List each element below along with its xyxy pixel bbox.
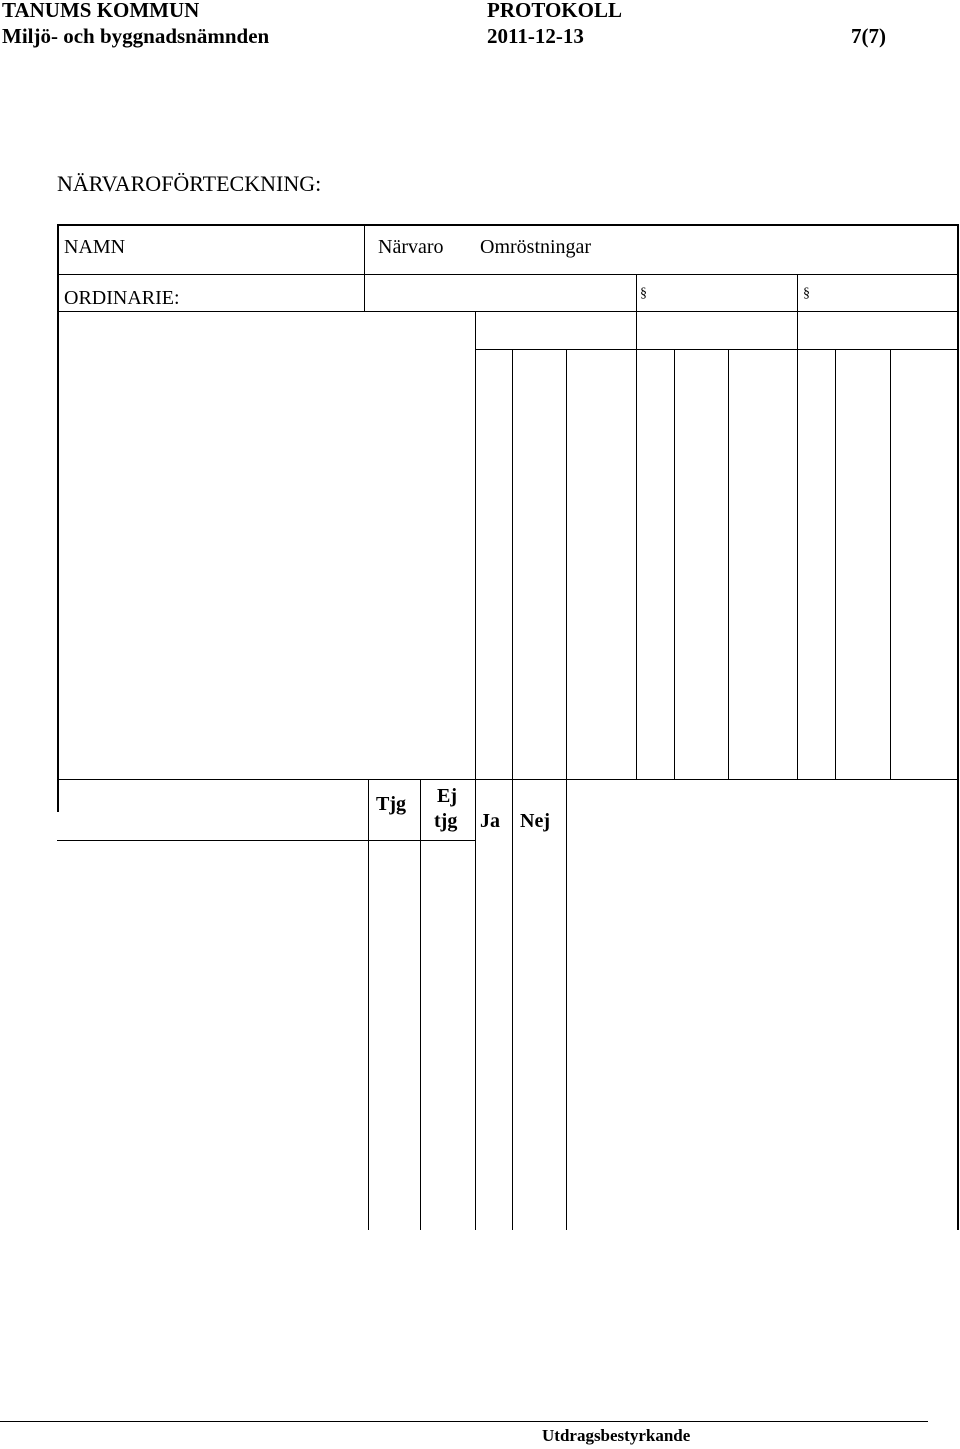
table-rule <box>835 349 836 780</box>
table-rule <box>512 349 513 780</box>
col-header-nej: Nej <box>520 810 550 832</box>
footer-rule <box>0 1421 928 1422</box>
vote-section-mark-2: § <box>803 286 810 301</box>
table-rule <box>368 780 369 1230</box>
table-rule <box>364 224 365 312</box>
ordinarie-label: ORDINARIE: <box>64 287 180 309</box>
col-header-votes: Omröstningar <box>480 236 592 258</box>
table-rule <box>475 349 958 350</box>
vote-section-mark-1: § <box>640 286 647 301</box>
table-rule <box>475 311 476 780</box>
meeting-date: 2011-12-13 <box>487 24 584 48</box>
table-rule <box>674 349 675 780</box>
col-header-ja: Ja <box>480 810 500 832</box>
table-rule <box>57 311 958 312</box>
table-rule <box>890 349 891 780</box>
org-name: TANUMS KOMMUN <box>2 0 200 22</box>
table-border-left <box>57 780 59 812</box>
signature-label: Utdragsbestyrkande <box>542 1426 691 1445</box>
table-rule <box>728 349 729 780</box>
table-rule <box>420 780 421 1230</box>
table-rule <box>57 840 475 841</box>
table-rule <box>57 779 958 780</box>
col-header-presence: Närvaro <box>378 236 444 258</box>
document-type: PROTOKOLL <box>487 0 622 22</box>
table-rule <box>566 780 567 1230</box>
table-rule <box>57 274 958 275</box>
col-header-tjg: Tjg <box>376 793 406 815</box>
table-border-right <box>957 780 959 1230</box>
page-number: 7(7) <box>851 24 886 48</box>
table-rule <box>797 274 798 780</box>
col-header-ej-tjg-2: tjg <box>434 810 458 832</box>
table-border-left <box>57 224 59 780</box>
committee-name: Miljö- och byggnadsnämnden <box>2 24 270 48</box>
page-title: NÄRVAROFÖRTECKNING: <box>57 171 322 196</box>
col-header-ej-tjg-1: Ej <box>437 785 457 807</box>
table-border-top <box>57 224 958 226</box>
col-header-name: NAMN <box>64 236 126 258</box>
table-rule <box>566 349 567 780</box>
table-rule <box>475 780 476 1230</box>
table-border-right <box>957 224 959 780</box>
table-rule <box>636 274 637 780</box>
table-rule <box>512 780 513 1230</box>
